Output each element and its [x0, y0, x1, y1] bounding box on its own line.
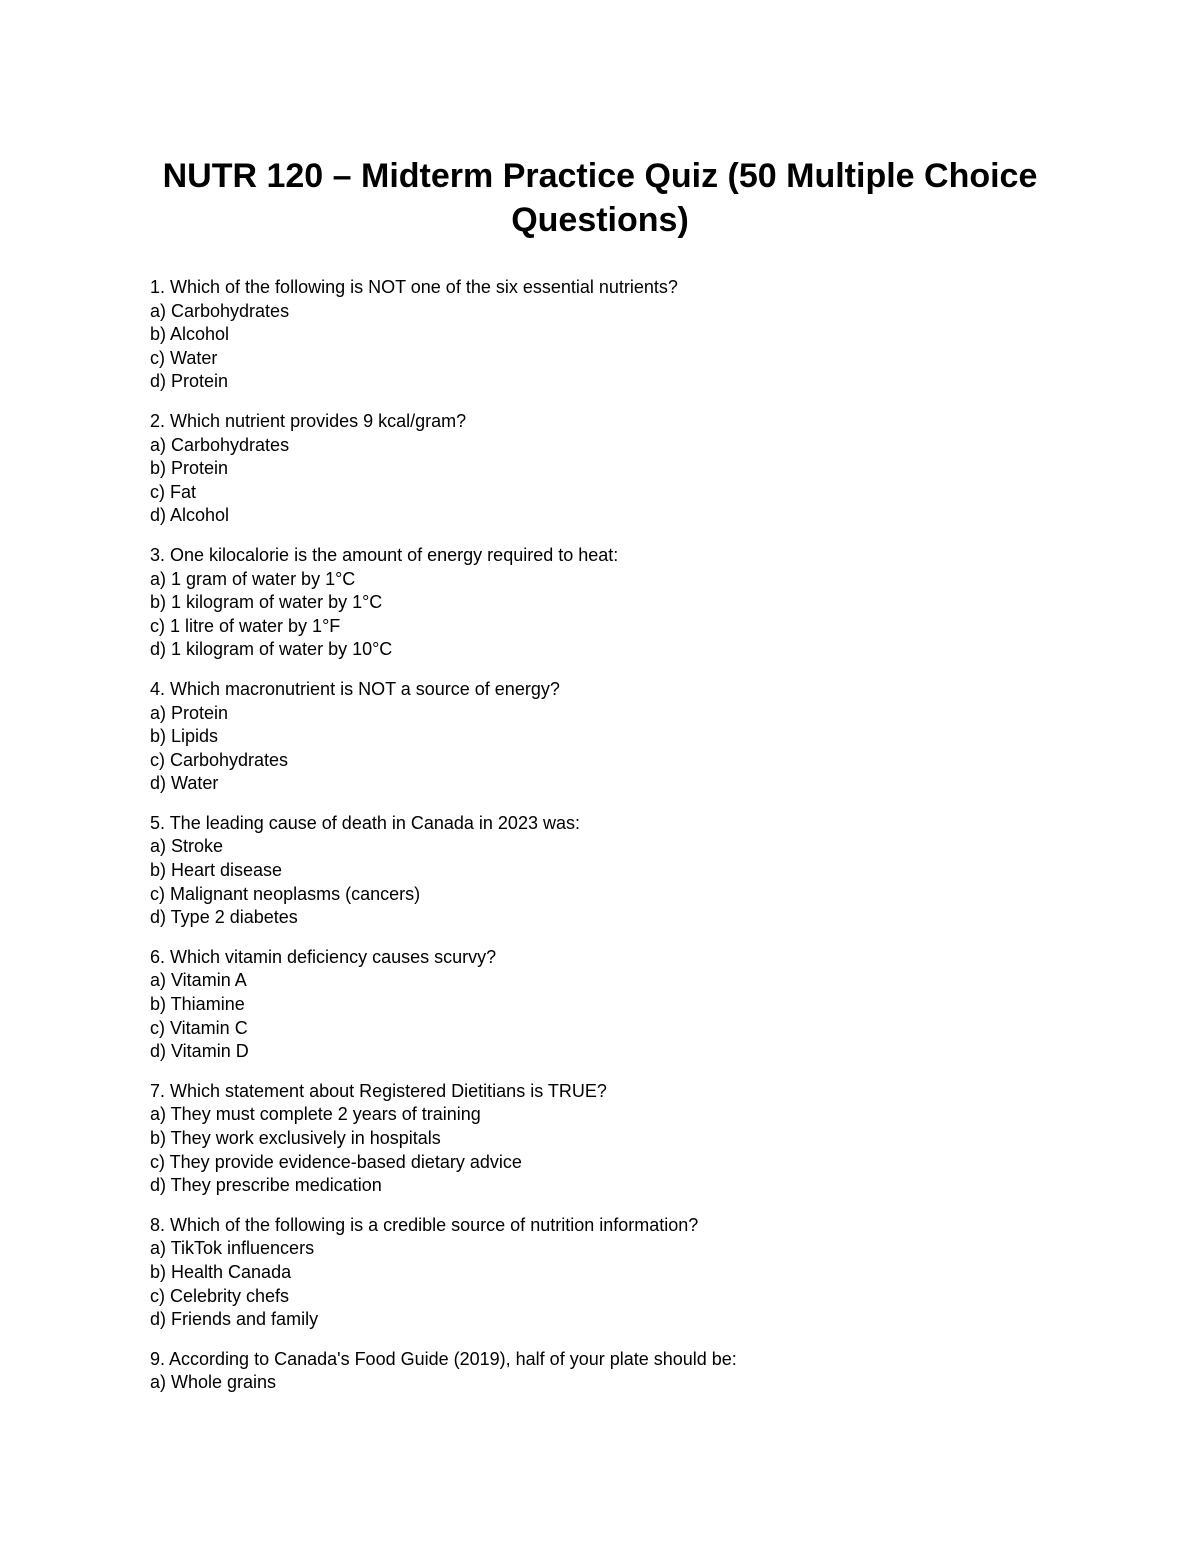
- option-item: a) TikTok influencers: [150, 1238, 315, 1259]
- option-item: b) Health Canada: [150, 1261, 292, 1282]
- question-item: [150, 946, 1050, 1064]
- option-item: a) They must complete 2 years of training: [150, 1104, 481, 1125]
- option-item: c) 1 litre of water by 1°F: [150, 615, 341, 636]
- option-item: b) Thiamine: [150, 994, 245, 1015]
- option-item: a) Carbohydrates: [150, 434, 290, 455]
- option-list: [150, 835, 1050, 929]
- question-text: 5. The leading cause of death in Canada in 2023 was:: [150, 812, 580, 833]
- question-item: [150, 1080, 1050, 1198]
- option-item: b) 1 kilogram of water by 1°C: [150, 592, 383, 613]
- question-text: 1. Which of the following is NOT one of the six essential nutrients?: [150, 277, 678, 297]
- option-item: d) Alcohol: [150, 505, 230, 526]
- option-item: b) Alcohol: [150, 324, 230, 345]
- option-list: [150, 1237, 1050, 1331]
- question-text: 3. One kilocalorie is the amount of energy required to heat:: [150, 544, 619, 565]
- option-item: b) Protein: [150, 458, 229, 479]
- question-item: [150, 1348, 1050, 1395]
- question-item: [150, 678, 1050, 796]
- option-item: a) Vitamin A: [150, 970, 247, 991]
- question-item: [150, 410, 1050, 528]
- option-list: [150, 1103, 1050, 1197]
- question-text: 6. Which vitamin deficiency causes scurvy?: [150, 946, 497, 967]
- question-text: 2. Which nutrient provides 9 kcal/gram?: [150, 410, 467, 431]
- option-item: d) Protein: [150, 371, 229, 392]
- option-item: d) They prescribe medication: [150, 1175, 382, 1196]
- question-item: [150, 276, 1050, 394]
- option-list: [150, 434, 1050, 528]
- question-text: 9. According to Canada's Food Guide (2019), half of your plate should be:: [150, 1348, 737, 1369]
- question-item: [150, 812, 1050, 930]
- page-title: NUTR 120 – Midterm Practice Quiz (50 Multiple Choice Questions): [162, 157, 1038, 239]
- question-item: [150, 1214, 1050, 1332]
- option-item: c) Fat: [150, 481, 197, 502]
- option-item: d) Water: [150, 773, 219, 794]
- option-item: b) Heart disease: [150, 860, 283, 881]
- option-list: [150, 300, 1050, 394]
- option-item: c) Malignant neoplasms (cancers): [150, 883, 421, 904]
- question-text: 4. Which macronutrient is NOT a source of energy?: [150, 678, 560, 699]
- option-item: d) Friends and family: [150, 1309, 319, 1330]
- question-text: 8. Which of the following is a credible source of nutrition information?: [150, 1214, 699, 1235]
- option-item: d) Type 2 diabetes: [150, 907, 298, 928]
- option-item: c) Carbohydrates: [150, 749, 289, 770]
- option-item: c) Celebrity chefs: [150, 1285, 290, 1306]
- option-list: [150, 702, 1050, 796]
- option-list: [150, 969, 1050, 1063]
- option-item: d) 1 kilogram of water by 10°C: [150, 639, 393, 660]
- option-item: b) Lipids: [150, 726, 219, 747]
- option-item: a) 1 gram of water by 1°C: [150, 568, 356, 589]
- option-item: c) They provide evidence-based dietary advice: [150, 1151, 522, 1172]
- question-text: 7. Which statement about Registered Dietitians is TRUE?: [150, 1080, 607, 1101]
- option-item: a) Stroke: [150, 836, 224, 857]
- question-list: [150, 276, 1050, 1411]
- option-list: [150, 568, 1050, 662]
- option-item: b) They work exclusively in hospitals: [150, 1128, 441, 1148]
- option-item: a) Protein: [150, 702, 229, 723]
- option-item: c) Water: [150, 347, 218, 368]
- option-item: d) Vitamin D: [150, 1041, 249, 1062]
- option-item: a) Carbohydrates: [150, 300, 290, 321]
- option-item: a) Whole grains: [150, 1372, 277, 1393]
- option-item: c) Vitamin C: [150, 1017, 248, 1038]
- option-list: [150, 1371, 1050, 1395]
- question-item: [150, 544, 1050, 662]
